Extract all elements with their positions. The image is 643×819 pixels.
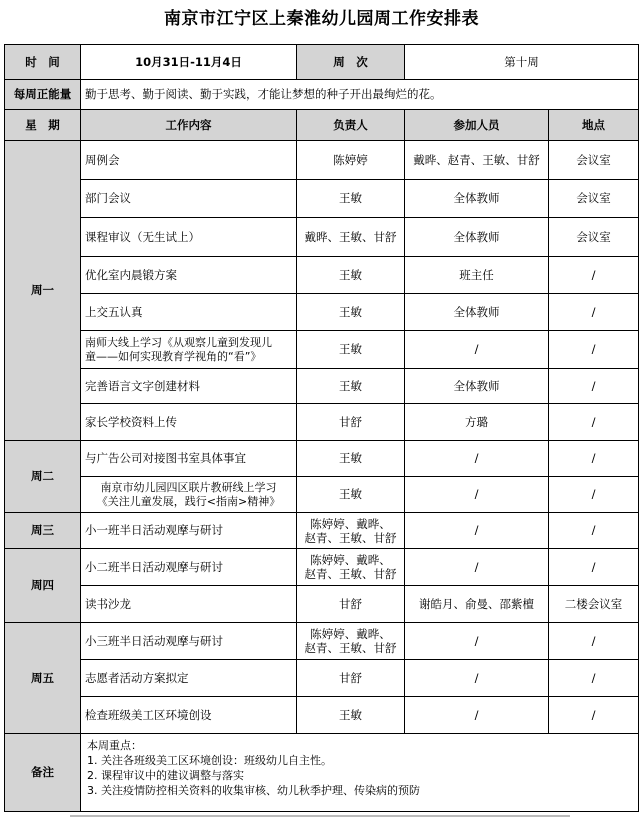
row-owner: 王敏 <box>297 180 405 218</box>
row-location: / <box>549 660 639 697</box>
row-owner-line: 陈婷婷、戴晔、 <box>310 627 391 641</box>
row-participants: / <box>405 513 549 549</box>
row-location: / <box>549 404 639 441</box>
notes-item: 3. 关注疫情防控相关资料的收集审核、幼儿秋季护理、传染病的预防 <box>87 784 420 797</box>
row-content-line: 南师大线上学习《从观察儿童到发现儿 <box>85 335 272 349</box>
row-participants: / <box>405 477 549 513</box>
row-participants: 全体教师 <box>405 180 549 218</box>
row-content: 检查班级美工区环境创设 <box>81 697 297 734</box>
notes-heading: 本周重点： <box>87 739 142 752</box>
row-content: 课程审议（无生试上） <box>81 218 297 257</box>
bottom-divider <box>70 815 570 817</box>
row-participants: 方璐 <box>405 404 549 441</box>
row-content-line: 南京市幼儿园四区联片教研线上学习 <box>100 480 277 494</box>
table-row <box>5 257 639 294</box>
column-header-row <box>5 110 639 141</box>
row-location: / <box>549 369 639 404</box>
row-owner: 王敏 <box>297 477 405 513</box>
row-owner: 甘舒 <box>297 404 405 441</box>
row-owner-line: 赵青、王敏、甘舒 <box>304 567 397 581</box>
row-participants: 全体教师 <box>405 294 549 331</box>
row-owner: 陈婷婷 <box>297 141 405 180</box>
week-value: 第十周 <box>405 45 639 80</box>
row-participants: 谢皓月、俞曼、邵紫檀 <box>405 586 549 623</box>
row-participants: 戴晔、赵青、王敏、甘舒 <box>405 141 549 180</box>
row-owner: 王敏 <box>297 697 405 734</box>
row-content <box>81 331 297 369</box>
row-location: / <box>549 257 639 294</box>
day-friday: 周五 <box>5 623 81 734</box>
row-owner: 王敏 <box>297 331 405 369</box>
row-content: 志愿者活动方案拟定 <box>81 660 297 697</box>
row-location: / <box>549 549 639 586</box>
motto-label: 每周正能量 <box>5 80 81 110</box>
col-day: 星 期 <box>5 110 81 141</box>
table-row <box>5 141 639 180</box>
col-participants: 参加人员 <box>405 110 549 141</box>
date-range: 10月31日-11月4日 <box>81 45 297 80</box>
row-owner-line: 陈婷婷、戴晔、 <box>310 553 391 567</box>
motto-text: 勤于思考、勤于阅读、勤于实践，才能让梦想的种子开出最绚烂的花。 <box>81 80 639 110</box>
time-label: 时 间 <box>5 45 81 80</box>
row-content: 小一班半日活动观摩与研讨 <box>81 513 297 549</box>
row-participants: / <box>405 331 549 369</box>
table-row <box>5 294 639 331</box>
row-owner <box>297 549 405 586</box>
row-participants: / <box>405 697 549 734</box>
row-participants: 班主任 <box>405 257 549 294</box>
row-location: 会议室 <box>549 141 639 180</box>
row-content: 小三班半日活动观摩与研讨 <box>81 623 297 660</box>
row-location: / <box>549 513 639 549</box>
row-participants: / <box>405 660 549 697</box>
row-owner <box>297 623 405 660</box>
header-row-time <box>5 45 639 80</box>
row-location: 二楼会议室 <box>549 586 639 623</box>
row-participants: 全体教师 <box>405 369 549 404</box>
table-row <box>5 369 639 404</box>
table-row <box>5 660 639 697</box>
row-participants: / <box>405 549 549 586</box>
header-row-motto <box>5 80 639 110</box>
row-owner: 王敏 <box>297 294 405 331</box>
row-content: 家长学校资料上传 <box>81 404 297 441</box>
row-owner: 戴晔、王敏、甘舒 <box>297 218 405 257</box>
row-location: / <box>549 294 639 331</box>
table-row <box>5 513 639 549</box>
row-location: 会议室 <box>549 218 639 257</box>
row-content-line: 童——如何实现教育学视角的“看”》 <box>85 349 262 363</box>
row-content: 与广告公司对接图书室具体事宜 <box>81 441 297 477</box>
table-row <box>5 441 639 477</box>
row-owner-line: 赵青、王敏、甘舒 <box>304 530 397 545</box>
row-owner: 甘舒 <box>297 660 405 697</box>
row-owner: 王敏 <box>297 257 405 294</box>
table-row <box>5 331 639 369</box>
row-owner: 王敏 <box>297 369 405 404</box>
row-content: 完善语言文字创建材料 <box>81 369 297 404</box>
row-owner-line: 陈婷婷、戴晔、 <box>310 516 391 531</box>
day-tuesday: 周二 <box>5 441 81 513</box>
col-location: 地点 <box>549 110 639 141</box>
schedule-table <box>4 44 639 812</box>
notes-item: 1. 关注各班级美工区环境创设：班级幼儿自主性。 <box>87 754 332 767</box>
row-location: / <box>549 441 639 477</box>
table-row <box>5 180 639 218</box>
row-content: 小二班半日活动观摩与研讨 <box>81 549 297 586</box>
row-content: 部门会议 <box>81 180 297 218</box>
notes-row <box>5 734 639 812</box>
notes-label: 备注 <box>5 734 81 812</box>
table-row <box>5 623 639 660</box>
table-row <box>5 404 639 441</box>
row-location: / <box>549 331 639 369</box>
day-monday: 周一 <box>5 141 81 441</box>
week-label: 周 次 <box>297 45 405 80</box>
table-row <box>5 586 639 623</box>
row-owner-line: 赵青、王敏、甘舒 <box>304 641 397 655</box>
row-owner: 甘舒 <box>297 586 405 623</box>
row-location: 会议室 <box>549 180 639 218</box>
col-owner: 负责人 <box>297 110 405 141</box>
page-title: 南京市江宁区上秦淮幼儿园周工作安排表 <box>164 9 479 29</box>
row-participants: 全体教师 <box>405 218 549 257</box>
row-content: 周例会 <box>81 141 297 180</box>
table-row <box>5 697 639 734</box>
row-participants: / <box>405 623 549 660</box>
row-content: 优化室内晨锻方案 <box>81 257 297 294</box>
day-wednesday: 周三 <box>5 513 81 549</box>
row-content: 上交五认真 <box>81 294 297 331</box>
table-row <box>5 477 639 513</box>
row-content-line: 《关注儿童发展，践行<指南>精神》 <box>96 494 281 508</box>
table-row <box>5 549 639 586</box>
row-participants: / <box>405 441 549 477</box>
col-content: 工作内容 <box>81 110 297 141</box>
table-row <box>5 218 639 257</box>
row-content: 读书沙龙 <box>81 586 297 623</box>
row-content <box>81 477 297 513</box>
row-location: / <box>549 697 639 734</box>
row-location: / <box>549 623 639 660</box>
row-location: / <box>549 477 639 513</box>
row-owner: 王敏 <box>297 441 405 477</box>
day-thursday: 周四 <box>5 549 81 623</box>
row-owner <box>297 513 405 549</box>
notes-content <box>81 734 639 812</box>
notes-item: 2. 课程审议中的建议调整与落实 <box>87 769 244 782</box>
